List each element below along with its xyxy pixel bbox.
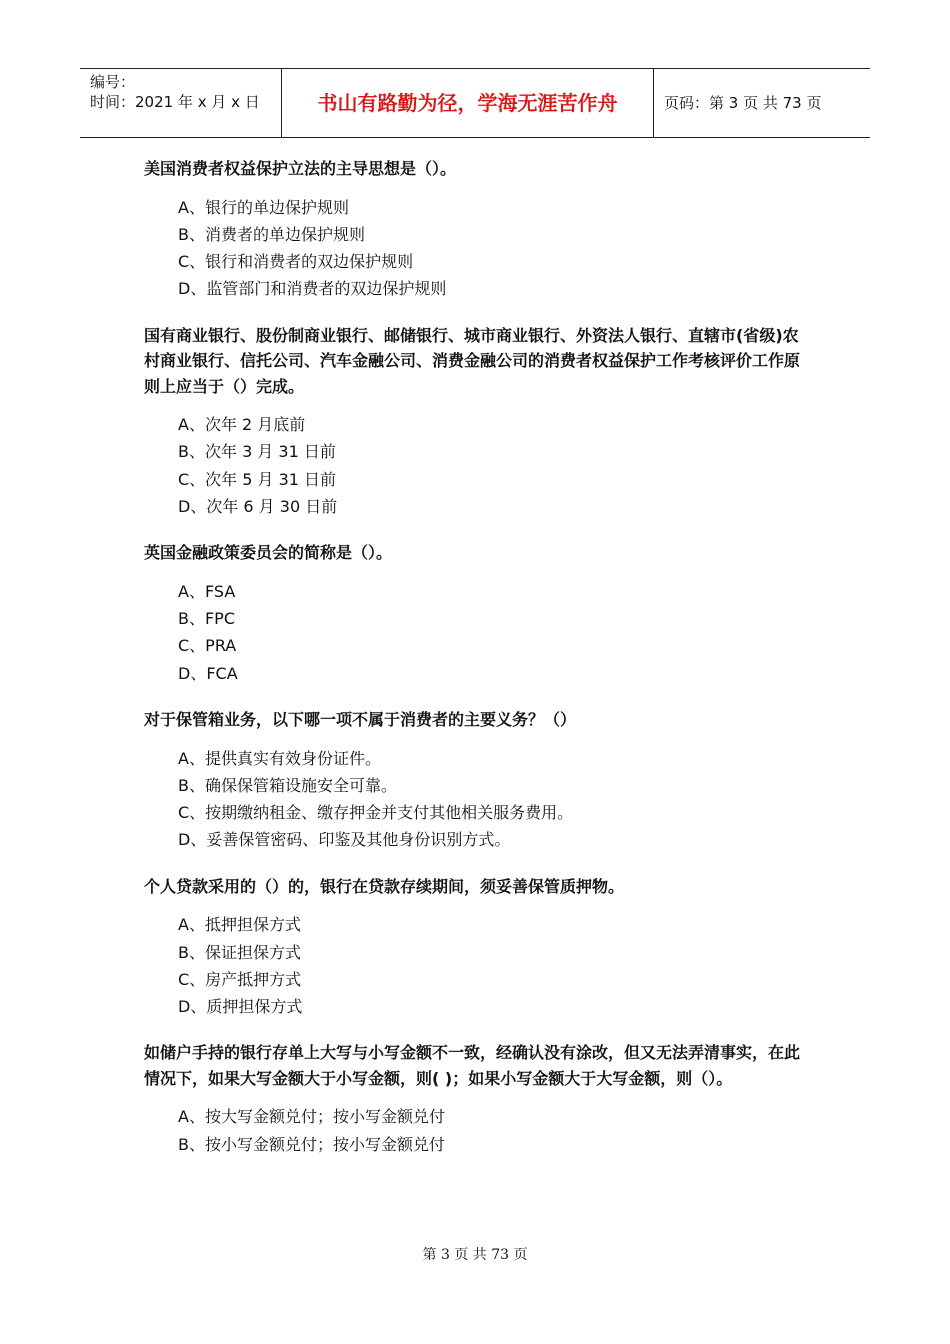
option-d: D、妥善保管密码、印鉴及其他身份识别方式。 [178, 830, 511, 850]
header-page-cell [654, 69, 870, 137]
option-d: D、监管部门和消费者的双边保护规则 [178, 279, 447, 299]
question-text: 对于保管箱业务，以下哪一项不属于消费者的主要义务？（） [144, 710, 577, 730]
question-2 [144, 323, 804, 521]
option-b: B、保证担保方式 [178, 942, 301, 962]
option-list [144, 194, 804, 303]
option-c: C、PRA [178, 636, 237, 656]
option-d: D、FCA [178, 663, 238, 683]
question-list [144, 156, 804, 1178]
question-3 [144, 540, 804, 687]
option-b: B、按小写金额兑付；按小写金额兑付 [178, 1134, 445, 1154]
document-header [80, 68, 870, 138]
question-4 [144, 707, 804, 854]
question-text: 个人贷款采用的（）的，银行在贷款存续期间，须妥善保管质押物。 [144, 876, 625, 896]
question-5 [144, 874, 804, 1021]
option-d: D、次年 6 月 30 日前 [178, 497, 338, 517]
option-a: A、FSA [178, 581, 236, 601]
header-motto: 书山有路勤为径，学海无涯苦作舟 [317, 91, 618, 115]
option-c: C、按期缴纳租金、缴存押金并支付其他相关服务费用。 [178, 803, 574, 823]
option-a: A、抵押担保方式 [178, 915, 301, 935]
option-a: A、按大写金额兑付；按小写金额兑付 [178, 1107, 445, 1127]
header-page-info: 页码：第 3 页 共 73 页 [664, 94, 822, 112]
option-c: C、银行和消费者的双边保护规则 [178, 252, 414, 272]
document-number-label: 编号： [90, 73, 136, 91]
question-text: 美国消费者权益保护立法的主导思想是（）。 [144, 159, 457, 178]
page-footer: 第 3 页 共 73 页 [422, 1247, 528, 1263]
option-c: C、房产抵押方式 [178, 969, 302, 989]
document-date: 时间：2021 年 x 月 x 日 [90, 93, 260, 111]
option-c: C、次年 5 月 31 日前 [178, 469, 337, 489]
option-list [144, 578, 804, 687]
header-meta-cell [80, 69, 282, 137]
option-list [144, 1103, 804, 1158]
option-a: A、银行的单边保护规则 [178, 197, 349, 217]
option-b: B、消费者的单边保护规则 [178, 224, 365, 244]
option-list [144, 411, 804, 520]
option-a: A、提供真实有效身份证件。 [178, 748, 381, 768]
question-text: 国有商业银行、股份制商业银行、邮储银行、城市商业银行、外资法人银行、直辖市(省级)农村商业银行、信托公司、汽车金融公司、消费金融公司的消费者权益保护工作考核评价工作原则上应当于（）完成。 [144, 325, 801, 396]
question-text: 英国金融政策委员会的简称是（）。 [144, 543, 393, 563]
option-b: B、确保保管箱设施安全可靠。 [178, 775, 397, 795]
option-list [144, 745, 804, 854]
option-list [144, 911, 804, 1020]
question-6 [144, 1040, 804, 1158]
option-b: B、次年 3 月 31 日前 [178, 442, 336, 462]
option-a: A、次年 2 月底前 [178, 415, 306, 435]
option-b: B、FPC [178, 609, 236, 629]
header-motto-cell [282, 69, 654, 137]
question-text: 如储户手持的银行存单上大写与小写金额不一致，经确认没有涂改，但又无法弄清事实，在此情况下，如果大写金额大于小写金额，则( )；如果小写金额大于大写金额，则（）。 [144, 1043, 801, 1088]
option-d: D、质押担保方式 [178, 997, 303, 1017]
question-1 [144, 156, 804, 303]
